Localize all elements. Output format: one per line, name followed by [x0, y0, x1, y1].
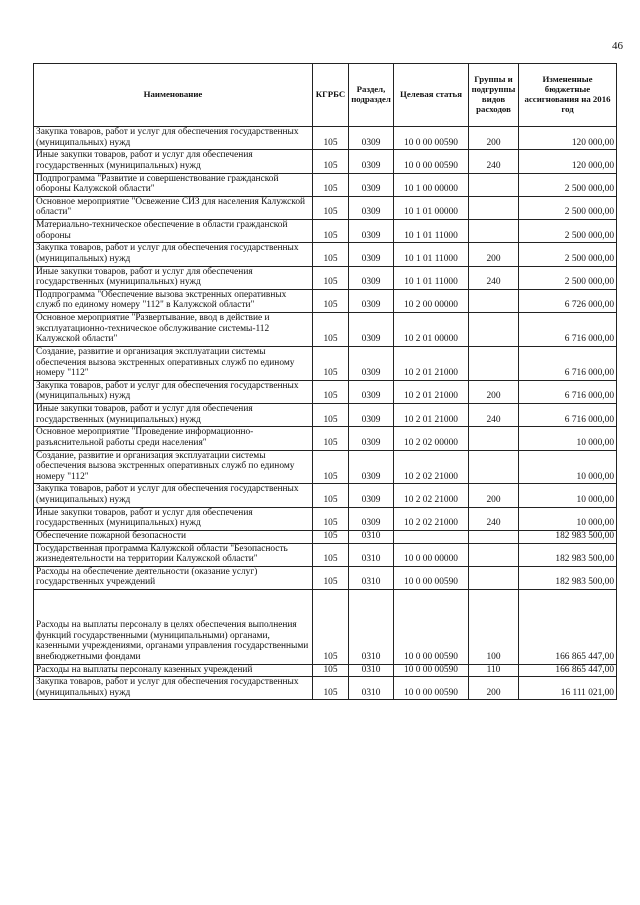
cell-section: 0309	[349, 313, 394, 347]
cell-target	[394, 530, 469, 543]
cell-amount: 10 000,00	[519, 507, 617, 530]
cell-target: 10 0 00 00590	[394, 664, 469, 677]
cell-kgrbs: 105	[313, 404, 349, 427]
table-row	[34, 404, 617, 427]
cell-group: 110	[469, 664, 519, 677]
cell-target: 10 1 00 00000	[394, 173, 469, 196]
cell-group	[469, 173, 519, 196]
cell-kgrbs: 105	[313, 380, 349, 403]
cell-target: 10 2 02 21000	[394, 507, 469, 530]
cell-group	[469, 450, 519, 484]
cell-target: 10 2 01 21000	[394, 346, 469, 380]
cell-group: 240	[469, 404, 519, 427]
cell-section: 0309	[349, 173, 394, 196]
cell-name: Подпрограмма "Обеспечение вызова экстренных оперативных служб по единому номеру "112" в Калужской области"	[34, 289, 313, 312]
cell-amount: 2 500 000,00	[519, 266, 617, 289]
cell-section: 0310	[349, 677, 394, 700]
cell-name: Иные закупки товаров, работ и услуг для обеспечения государственных (муниципальных) нужд	[34, 404, 313, 427]
cell-amount: 6 716 000,00	[519, 346, 617, 380]
cell-amount: 182 983 500,00	[519, 530, 617, 543]
page-number: 46	[612, 40, 623, 52]
cell-section: 0309	[349, 404, 394, 427]
budget-table	[33, 63, 617, 700]
table-header-row	[34, 64, 617, 127]
cell-kgrbs: 105	[313, 530, 349, 543]
cell-group: 200	[469, 484, 519, 507]
cell-target: 10 2 01 00000	[394, 313, 469, 347]
cell-group	[469, 196, 519, 219]
cell-kgrbs: 105	[313, 590, 349, 665]
header-target: Целевая статья	[394, 64, 469, 127]
cell-target: 10 2 02 21000	[394, 484, 469, 507]
cell-target: 10 0 00 00590	[394, 566, 469, 589]
cell-name: Расходы на выплаты персоналу казенных учреждений	[34, 664, 313, 677]
cell-group: 200	[469, 380, 519, 403]
cell-kgrbs: 105	[313, 566, 349, 589]
table-row	[34, 543, 617, 566]
cell-kgrbs: 105	[313, 243, 349, 266]
cell-target: 10 2 00 00000	[394, 289, 469, 312]
cell-target: 10 0 00 00590	[394, 590, 469, 665]
cell-amount: 6 716 000,00	[519, 380, 617, 403]
header-groups: Группы и подгруппы видов расходов	[469, 64, 519, 127]
table-row	[34, 530, 617, 543]
table-row	[34, 450, 617, 484]
cell-group	[469, 289, 519, 312]
cell-section: 0309	[349, 127, 394, 150]
cell-kgrbs: 105	[313, 289, 349, 312]
cell-group	[469, 427, 519, 450]
cell-name: Расходы на обеспечение деятельности (оказание услуг) государственных учреждений	[34, 566, 313, 589]
cell-section: 0309	[349, 196, 394, 219]
cell-amount: 120 000,00	[519, 127, 617, 150]
cell-amount: 2 500 000,00	[519, 220, 617, 243]
cell-amount: 2 500 000,00	[519, 196, 617, 219]
cell-name: Создание, развитие и организация эксплуатации системы обеспечения вызова экстренных оперативных служб по единому номеру "112"	[34, 346, 313, 380]
cell-group	[469, 220, 519, 243]
cell-target: 10 1 01 11000	[394, 266, 469, 289]
cell-kgrbs: 105	[313, 450, 349, 484]
cell-kgrbs: 105	[313, 127, 349, 150]
cell-group	[469, 346, 519, 380]
cell-name: Закупка товаров, работ и услуг для обеспечения государственных (муниципальных) нужд	[34, 380, 313, 403]
table-row	[34, 484, 617, 507]
cell-name: Государственная программа Калужской области "Безопасность жизнедеятельности на территории Калужской области"	[34, 543, 313, 566]
cell-name: Закупка товаров, работ и услуг для обеспечения государственных (муниципальных) нужд	[34, 484, 313, 507]
cell-section: 0309	[349, 450, 394, 484]
cell-group: 200	[469, 677, 519, 700]
cell-target: 10 0 00 00590	[394, 150, 469, 173]
cell-kgrbs: 105	[313, 543, 349, 566]
table-row	[34, 566, 617, 589]
table-row	[34, 427, 617, 450]
cell-amount: 166 865 447,00	[519, 590, 617, 665]
cell-name: Материально-техническое обеспечение в области гражданской обороны	[34, 220, 313, 243]
table-row	[34, 313, 617, 347]
cell-group: 240	[469, 266, 519, 289]
cell-amount: 2 500 000,00	[519, 173, 617, 196]
table-row	[34, 664, 617, 677]
cell-amount: 6 716 000,00	[519, 313, 617, 347]
cell-target: 10 0 00 00000	[394, 543, 469, 566]
cell-group	[469, 543, 519, 566]
cell-name: Обеспечение пожарной безопасности	[34, 530, 313, 543]
table-row	[34, 173, 617, 196]
cell-target: 10 0 00 00590	[394, 677, 469, 700]
cell-kgrbs: 105	[313, 427, 349, 450]
table-row	[34, 266, 617, 289]
cell-target: 10 2 02 00000	[394, 427, 469, 450]
cell-kgrbs: 105	[313, 196, 349, 219]
cell-kgrbs: 105	[313, 220, 349, 243]
cell-amount: 10 000,00	[519, 450, 617, 484]
cell-kgrbs: 105	[313, 507, 349, 530]
cell-target: 10 0 00 00590	[394, 127, 469, 150]
cell-group	[469, 566, 519, 589]
cell-section: 0309	[349, 150, 394, 173]
cell-kgrbs: 105	[313, 484, 349, 507]
cell-name: Иные закупки товаров, работ и услуг для обеспечения государственных (муниципальных) нужд	[34, 507, 313, 530]
cell-section: 0310	[349, 590, 394, 665]
cell-name: Закупка товаров, работ и услуг для обеспечения государственных (муниципальных) нужд	[34, 127, 313, 150]
cell-section: 0309	[349, 289, 394, 312]
header-section: Раздел, подраздел	[349, 64, 394, 127]
cell-group: 200	[469, 243, 519, 266]
cell-amount: 16 111 021,00	[519, 677, 617, 700]
cell-amount: 6 726 000,00	[519, 289, 617, 312]
cell-group	[469, 313, 519, 347]
cell-section: 0310	[349, 530, 394, 543]
cell-name: Иные закупки товаров, работ и услуг для обеспечения государственных (муниципальных) нужд	[34, 150, 313, 173]
cell-target: 10 1 01 00000	[394, 196, 469, 219]
cell-amount: 10 000,00	[519, 427, 617, 450]
cell-amount: 2 500 000,00	[519, 243, 617, 266]
cell-kgrbs: 105	[313, 313, 349, 347]
cell-section: 0310	[349, 543, 394, 566]
table-row	[34, 289, 617, 312]
cell-group: 240	[469, 507, 519, 530]
table-row	[34, 196, 617, 219]
cell-group	[469, 530, 519, 543]
cell-section: 0309	[349, 484, 394, 507]
cell-name: Закупка товаров, работ и услуг для обеспечения государственных (муниципальных) нужд	[34, 677, 313, 700]
cell-section: 0309	[349, 243, 394, 266]
table-row	[34, 127, 617, 150]
cell-kgrbs: 105	[313, 664, 349, 677]
cell-kgrbs: 105	[313, 346, 349, 380]
cell-target: 10 2 01 21000	[394, 404, 469, 427]
cell-kgrbs: 105	[313, 266, 349, 289]
cell-name: Создание, развитие и организация эксплуатации системы обеспечения вызова экстренных оперативных служб по единому номеру "112"	[34, 450, 313, 484]
cell-section: 0309	[349, 346, 394, 380]
cell-kgrbs: 105	[313, 677, 349, 700]
header-amount: Измененные бюджетные ассигнования на 2016 год	[519, 64, 617, 127]
cell-amount: 182 983 500,00	[519, 566, 617, 589]
cell-section: 0309	[349, 220, 394, 243]
table-row	[34, 346, 617, 380]
cell-name: Иные закупки товаров, работ и услуг для обеспечения государственных (муниципальных) нужд	[34, 266, 313, 289]
cell-kgrbs: 105	[313, 173, 349, 196]
table-row	[34, 507, 617, 530]
cell-section: 0309	[349, 380, 394, 403]
cell-group: 100	[469, 590, 519, 665]
cell-name: Расходы на выплаты персоналу в целях обеспечения выполнения функций государственными (муниципальными) органами, казенными учреждениями, органами управления государственными внебюджетными фондами	[34, 590, 313, 665]
cell-amount: 6 716 000,00	[519, 404, 617, 427]
table-row	[34, 150, 617, 173]
cell-section: 0310	[349, 566, 394, 589]
cell-section: 0310	[349, 664, 394, 677]
cell-target: 10 2 01 21000	[394, 380, 469, 403]
header-name: Наименование	[34, 64, 313, 127]
table-row	[34, 220, 617, 243]
cell-amount: 10 000,00	[519, 484, 617, 507]
cell-amount: 120 000,00	[519, 150, 617, 173]
cell-group: 200	[469, 127, 519, 150]
cell-target: 10 1 01 11000	[394, 243, 469, 266]
cell-kgrbs: 105	[313, 150, 349, 173]
header-kgrbs: КГРБС	[313, 64, 349, 127]
cell-target: 10 1 01 11000	[394, 220, 469, 243]
cell-amount: 166 865 447,00	[519, 664, 617, 677]
table-row	[34, 380, 617, 403]
cell-amount: 182 983 500,00	[519, 543, 617, 566]
cell-name: Основное мероприятие "Освежение СИЗ для населения Калужской области"	[34, 196, 313, 219]
table-row	[34, 243, 617, 266]
cell-name: Основное мероприятие "Проведение информационно-разъяснительной работы среди населения"	[34, 427, 313, 450]
cell-name: Основное мероприятие "Развертывание, ввод в действие и эксплуатационно-техническое обслуживание системы-112 Калужской области"	[34, 313, 313, 347]
cell-section: 0309	[349, 427, 394, 450]
cell-name: Подпрограмма "Развитие и совершенствование гражданской обороны Калужской области"	[34, 173, 313, 196]
cell-section: 0309	[349, 266, 394, 289]
table-row	[34, 677, 617, 700]
cell-target: 10 2 02 21000	[394, 450, 469, 484]
cell-group: 240	[469, 150, 519, 173]
cell-name: Закупка товаров, работ и услуг для обеспечения государственных (муниципальных) нужд	[34, 243, 313, 266]
table-row	[34, 590, 617, 665]
cell-section: 0309	[349, 507, 394, 530]
